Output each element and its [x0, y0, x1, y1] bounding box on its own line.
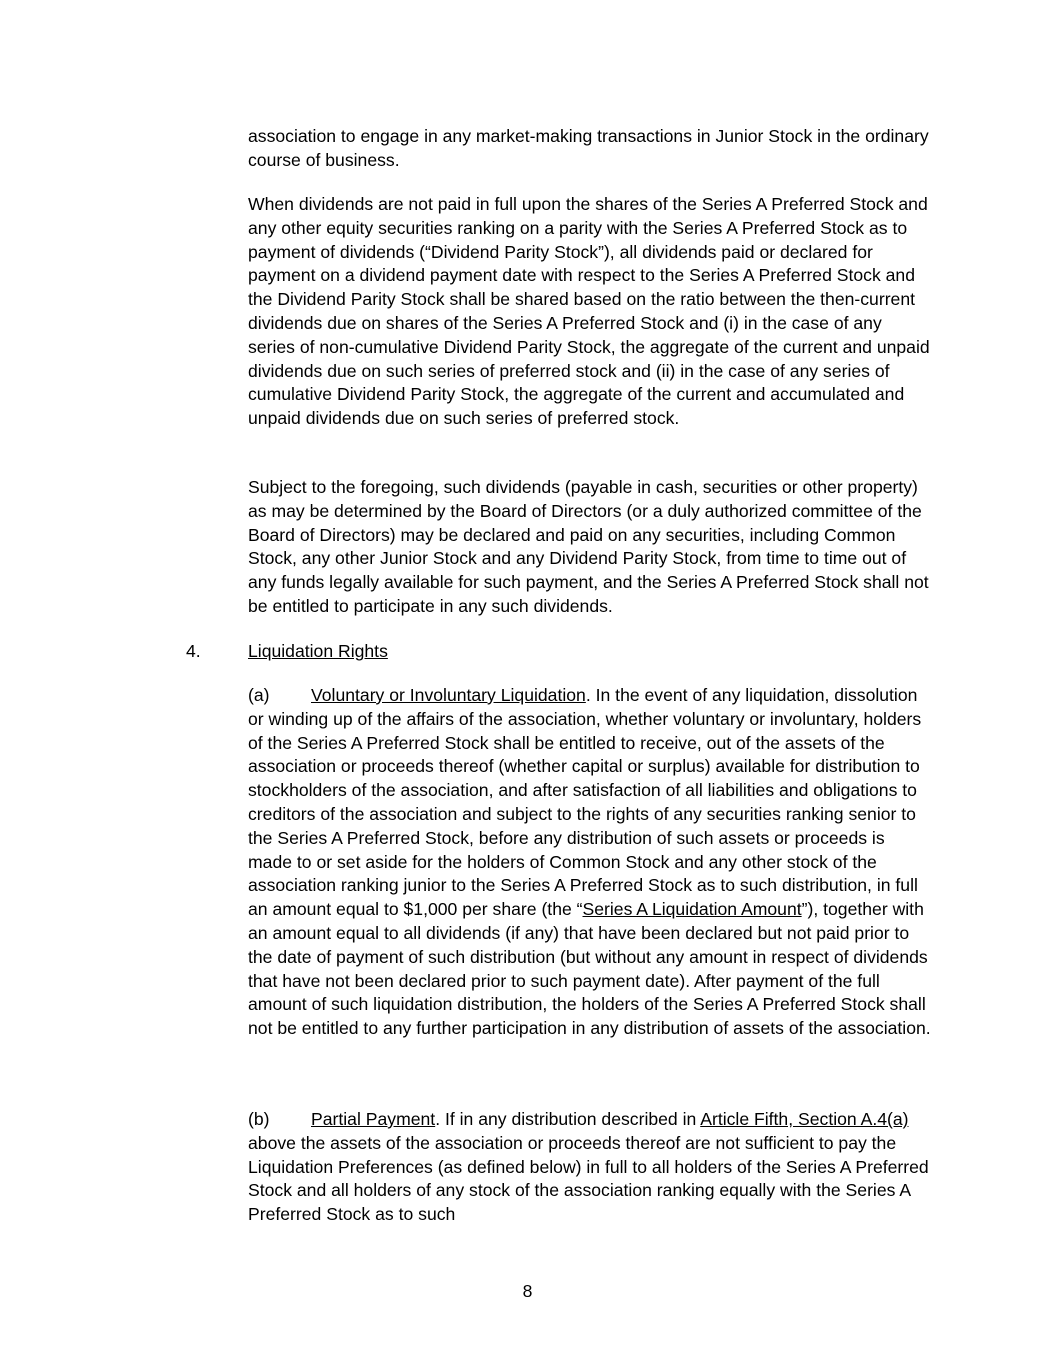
subsection-heading: Partial Payment [311, 1109, 436, 1129]
section-title: Liquidation Rights [248, 641, 388, 661]
subsection-text: . In the event of any liquidation, dissolution or winding up of the affairs of the association, whether voluntary or involuntary, holders of the Series A Preferred Stock shall be entitled to receive, out of the assets of the association or proceeds thereof (whether capital or surplus) available for distribution to stockholders of the association, and after satisfaction of all liabilities and obligations to creditors of the association and subject to the rights of any securities ranking senior to the Series A Preferred Stock, before any distribution of such assets or proceeds is made to or set aside for the holders of Common Stock and any other stock of the association ranking junior to the Series A Preferred Stock as to such distribution, in full an amount equal to $1,000 per share (the “ [248, 685, 922, 920]
subsection-text: above the assets of the association or proceeds thereof are not sufficient to pay the Liquidation Preferences (as defined below) in full to all holders of the Series A Preferred Stock and all holders of any stock of the association ranking equally with the Series A Preferred Stock as to such [248, 1132, 929, 1225]
page-number: 8 [522, 1281, 533, 1301]
subsection-label: (b) [248, 1109, 270, 1129]
section-number: 4. [186, 641, 201, 661]
paragraph-dividend-parity: When dividends are not paid in full upon the shares of the Series A Preferred Stock and any other equity securities ranking on a parity with the Series A Preferred Stock as to payment of dividends (“Dividend Parity Stock”), all dividends paid or declared for payment on a dividend payment date with respect to the Series A Preferred Stock and the Dividend Parity Stock shall be shared based on the ratio between the then-current dividends due on shares of the Series A Preferred Stock and (i) in the case of any series of non-cumulative Dividend Parity Stock, the aggregate of the current and unpaid dividends due on such series of preferred stock and (ii) in the case of any series of cumulative Dividend Parity Stock, the aggregate of the current and accumulated and unpaid dividends due on such series of preferred stock. [248, 194, 930, 429]
defined-term: Series A Liquidation Amount [582, 899, 802, 920]
cross-reference: Article Fifth, Section A.4(a) [700, 1109, 909, 1129]
subsection-label: (a) [248, 685, 270, 705]
paragraph-subject-to-foregoing: Subject to the foregoing, such dividends (payable in cash, securities or other property) as may be determined by the Board of Directors (or a duly authorized committee of the Board of Directors) may be declared and paid on any securities, including Common Stock, any other Junior Stock and any Dividend Parity Stock, from time to time out of any funds legally available for such payment, and the Series A Preferred Stock shall not be entitled to participate in any such dividends. [248, 477, 929, 616]
subsection-text: . If in any distribution described in [435, 1109, 701, 1129]
paragraph-voluntary-liquidation [248, 684, 932, 1041]
paragraph-market-making: association to engage in any market-making transactions in Junior Stock in the ordinary course of business. [248, 126, 929, 170]
subsection-text: ”), together with an amount equal to all dividends (if any) that have been declared but not paid prior to the date of payment of such distribution (but without any amount in respect of dividends that have not been declared prior to such payment date). After payment of the full amount of such liquidation distribution, the holders of the Series A Preferred Stock shall not be entitled to any further participation in any distribution of assets of the association. [248, 899, 931, 1039]
subsection-heading: Voluntary or Involuntary Liquidation [311, 685, 586, 705]
paragraph-partial-payment [248, 1108, 932, 1227]
